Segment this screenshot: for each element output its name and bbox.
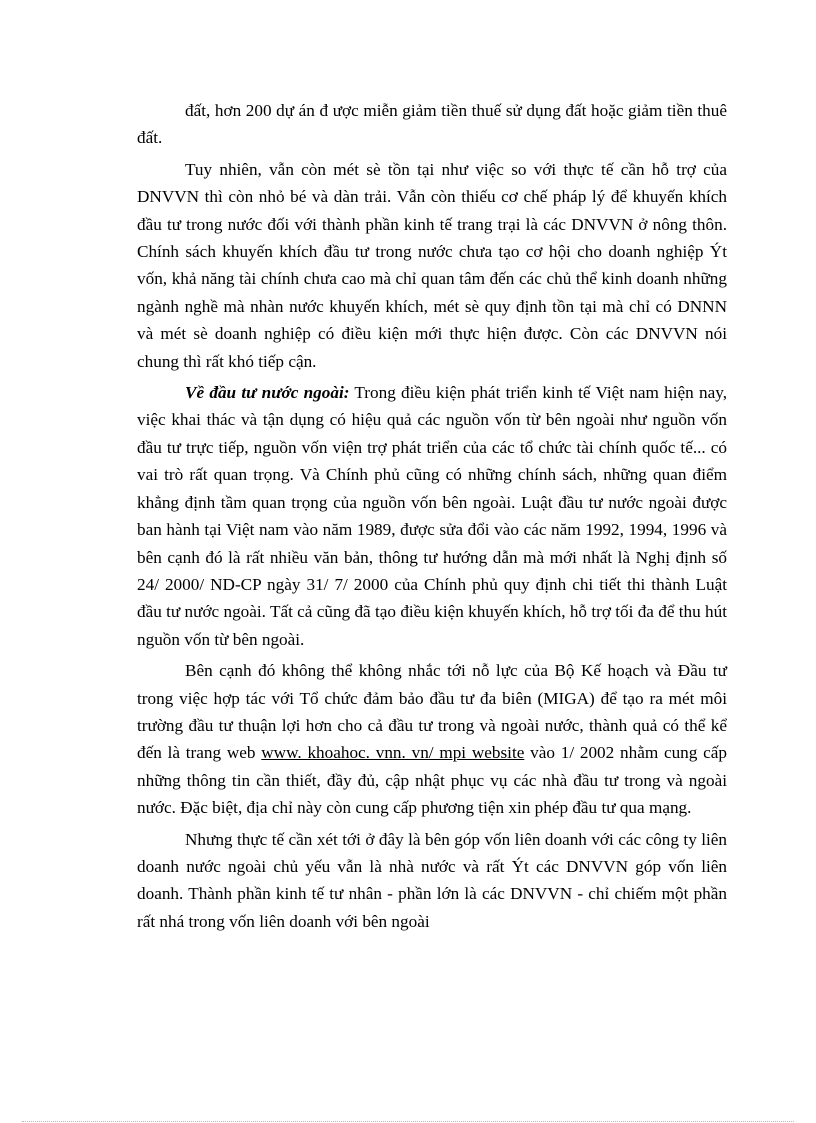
paragraph-4-text-after: vào 1/ 2002 nhằm cung cấp những thông tin cần thiết, đầy đủ, cập nhật phục vụ các nhà đầu tư trong và ngoài nước. Đặc biệt, địa chỉ này còn cung cấp phương tiện xin phép đầu tư qua mạng. [137, 743, 727, 818]
paragraph-1 [137, 97, 727, 152]
website-link[interactable]: www. khoahoc. vnn. vn/ mpi website [261, 743, 525, 763]
section-heading-foreign-investment: Về đầu tư nước ngoài: [185, 383, 350, 403]
paragraph-2 [137, 156, 727, 375]
paragraph-3 [137, 379, 727, 653]
paragraph-1-text: đất, hơn 200 dự án đ ược miễn giảm tiền thuế sử dụng đất hoặc giảm tiền thuê đất. [137, 101, 727, 148]
paragraph-3-text: Trong điều kiện phát triển kinh tế Việt nam hiện nay, việc khai thác và tận dụng có hiệu quả các nguồn vốn từ bên ngoài như nguồn vốn đầu tư trực tiếp, nguồn vốn viện trợ phát triển của các tổ chức tài chính quốc tế... có vai trò rất quan trọng. Và Chính phủ cũng có những chính sách, những quan điểm khẳng định tầm quan trọng của nguồn vốn bên ngoài. Luật đầu tư nước ngoài được ban hành tại Việt nam vào năm 1989, được sửa đổi vào các năm 1992, 1994, 1996 và bên cạnh đó là rất nhiều văn bản, thông tư hướng dẫn mà mới nhất là Nghị định số 24/ 2000/ ND-CP ngày 31/ 7/ 2000 của Chính phủ quy định chi tiết thi thành Luật đầu tư nước ngoài. Tất cả cũng đã tạo điều kiện khuyến khích, hỗ trợ tối đa để thu hút nguồn vốn từ bên ngoài. [137, 383, 727, 649]
paragraph-5-text: Nhưng thực tế cần xét tới ở đây là bên góp vốn liên doanh với các công ty liên doanh nước ngoài chủ yếu vẫn là nhà nước và rất Ýt các DNVVN góp vốn liên doanh. Thành phần kinh tế tư nhân - phần lớn là các DNVVN - chỉ chiếm một phần rất nhá trong vốn liên doanh với bên ngoài [137, 829, 727, 931]
page-bottom-border [22, 1121, 794, 1122]
paragraph-2-text: Tuy nhiên, vẫn còn mét sè tồn tại như việc so với thực tế cần hỗ trợ của DNVVN thì còn nhỏ bé và dàn trải. Vẫn còn thiếu cơ chế pháp lý để khuyến khích đầu tư trong nước đối với thành phần kinh tế trang trại là các DNVVN ở nông thôn. Chính sách khuyến khích đầu tư trong nước chưa tạo cơ hội cho doanh nghiệp Ýt vốn, khả năng tài chính chưa cao mà chỉ quan tâm đến các chủ thể kinh doanh những ngành nghề mà nhàn nước khuyến khích, mét sè quy định tồn tại mà chỉ có DNNN và mét sè doanh nghiệp có điều kiện mới thực hiện được. Còn các DNVVN nói chung thì rất khó tiếp cận. [137, 159, 727, 371]
paragraph-4 [137, 657, 727, 821]
paragraph-4-text-before: Bên cạnh đó không thể không nhắc tới nỗ lực của Bộ Kế hoạch và Đầu tư trong việc hợp tác với Tổ chức đảm bảo đầu tư đa biên (MIGA) để tạo ra mét môi trường đầu tư thuận lợi hơn cho cả đầu tư trong và ngoài nước, thành quả có thể kể đến là trang web [137, 661, 727, 763]
paragraph-5 [137, 826, 727, 936]
document-body [137, 97, 727, 939]
